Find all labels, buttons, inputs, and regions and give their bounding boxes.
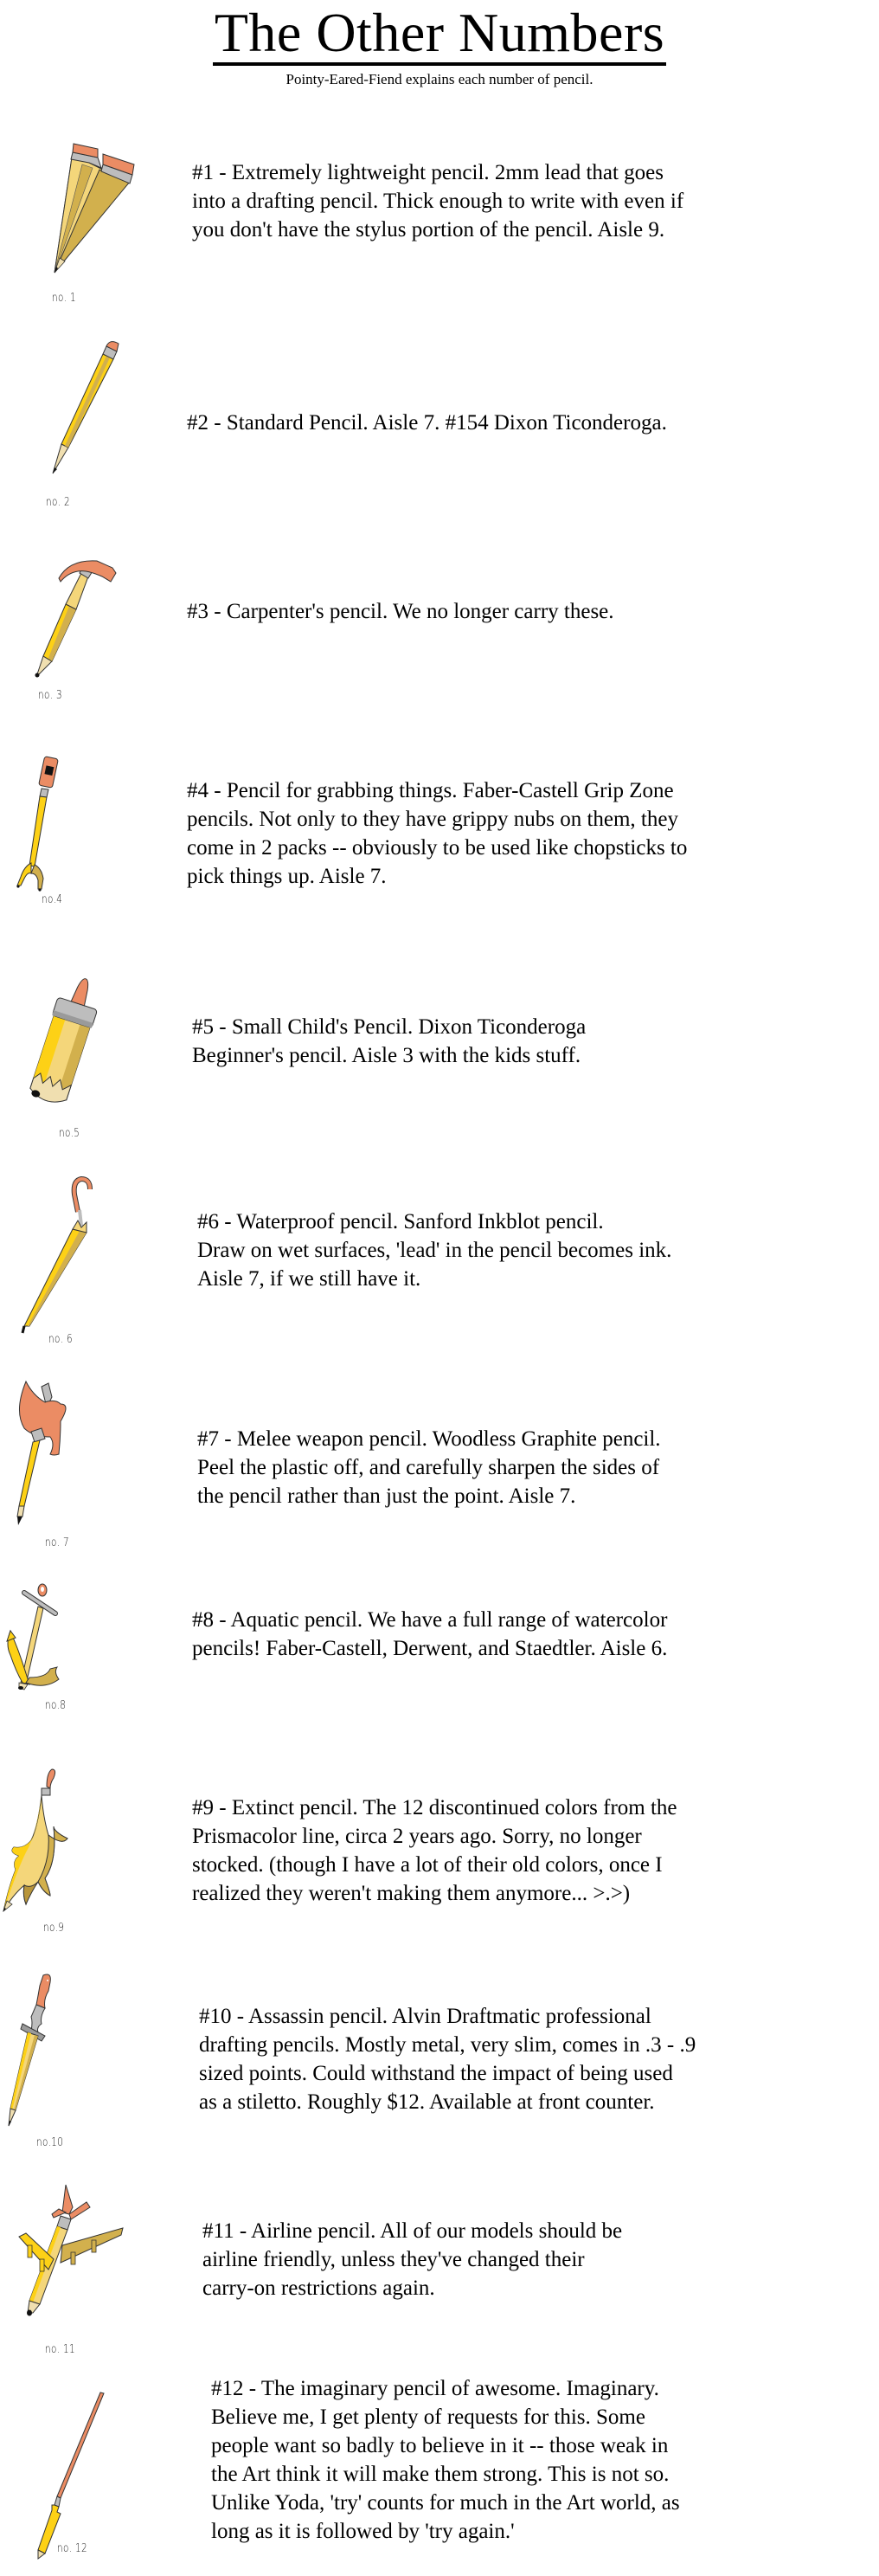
page-subtitle: Pointy-Eared-Fiend explains each number of pencil.: [286, 71, 593, 87]
umbrella-pencil-icon: [17, 1177, 104, 1333]
pencil-label: no. 3: [38, 689, 62, 702]
hammer-pencil-icon: [26, 554, 130, 684]
page-header: [0, 3, 879, 66]
pencil-description: #1 - Extremely lightweight pencil. 2mm lead that goes into a drafting pencil. Thick enough to write with even if you don't have the stylus portion of the pencil. Aisle 9.: [192, 161, 684, 242]
pencil-label: no. 6: [48, 1333, 73, 1346]
pencil-description: #11 - Airline pencil. All of our models should be airline friendly, unless they've changed their carry-on restrictions again.: [202, 2219, 623, 2300]
pencil-label: no.5: [59, 1127, 80, 1140]
pencil-description: #7 - Melee weapon pencil. Woodless Graphite pencil. Peel the plastic off, and carefully sharpen the sides of the pencil rather than just the point. Aisle 7.: [197, 1427, 661, 1508]
pencil-description: #6 - Waterproof pencil. Sanford Inkblot pencil. Draw on wet surfaces, 'lead' in the pencil becomes ink. Aisle 7, if we still have it.: [197, 1210, 672, 1291]
imaginary-pencil-icon: [31, 2389, 109, 2545]
pencil-description: #12 - The imaginary pencil of awesome. Imaginary. Believe me, I get plenty of requests for this. Some people want so badly to believe in it -- those weak in the Art think it will make them strong. This is not so. Unlike Yoda, 'try' counts for much in the Art world, as long as it is followed by 'try again.': [211, 2377, 680, 2543]
airplane-pencil-icon: [9, 2183, 130, 2330]
pencil-label: no. 11: [45, 2343, 76, 2356]
page-title: The Other Numbers: [213, 3, 666, 66]
pencil-label: no. 2: [46, 496, 70, 509]
pencil-description: #3 - Carpenter's pencil. We no longer carry these.: [187, 600, 614, 623]
axe-pencil-icon: [7, 1376, 111, 1532]
pencil-label: no.10: [36, 2136, 64, 2149]
pencil-label: no.8: [45, 1699, 67, 1712]
split-pencil-icon: [48, 138, 143, 277]
pencil-description: #9 - Extinct pencil. The 12 discontinued colors from the Prismacolor line, circa 2 years ago. Sorry, no longer stocked. (though I have a lot of their old colors, once I realized they weren't making them anymore... >.>): [192, 1796, 677, 1905]
pencil-description: #5 - Small Child's Pencil. Dixon Ticonderoga Beginner's pencil. Aisle 3 with the kids stuff.: [192, 1015, 587, 1067]
baby-bottle-pencil-icon: [22, 974, 108, 1112]
pencil-label: no. 12: [57, 2542, 88, 2555]
dagger-pencil-icon: [5, 1974, 100, 2129]
pencil-label: no. 1: [52, 292, 76, 305]
dinosaur-pencil-icon: [0, 1766, 78, 1913]
pencil-description: #4 - Pencil for grabbing things. Faber-Castell Grip Zone pencils. Not only to they have grippy nubs on them, they come in 2 packs -- obviously to be used like chopsticks to pick things up. Aisle 7.: [187, 779, 688, 888]
standard-pencil-icon: [48, 342, 125, 480]
pencil-description: #2 - Standard Pencil. Aisle 7. #154 Dixon Ticonderoga.: [187, 411, 667, 435]
anchor-pencil-icon: [3, 1575, 107, 1697]
pencil-description: #8 - Aquatic pencil. We have a full range of watercolor pencils! Faber-Castell, Derwent, and Staedtler. Aisle 6.: [192, 1608, 668, 1660]
pencil-description: #10 - Assassin pencil. Alvin Draftmatic professional drafting pencils. Mostly metal, very slim, comes in .3 - .9 sized points. Could withstand the impact of being used as a stiletto. Roughly $12. Available at front counter.: [199, 2005, 696, 2114]
pencil-label: no.4: [42, 893, 63, 906]
pencil-label: no.9: [43, 1922, 65, 1935]
pencil-label: no. 7: [45, 1536, 69, 1549]
grabber-pencil-icon: [16, 757, 85, 896]
